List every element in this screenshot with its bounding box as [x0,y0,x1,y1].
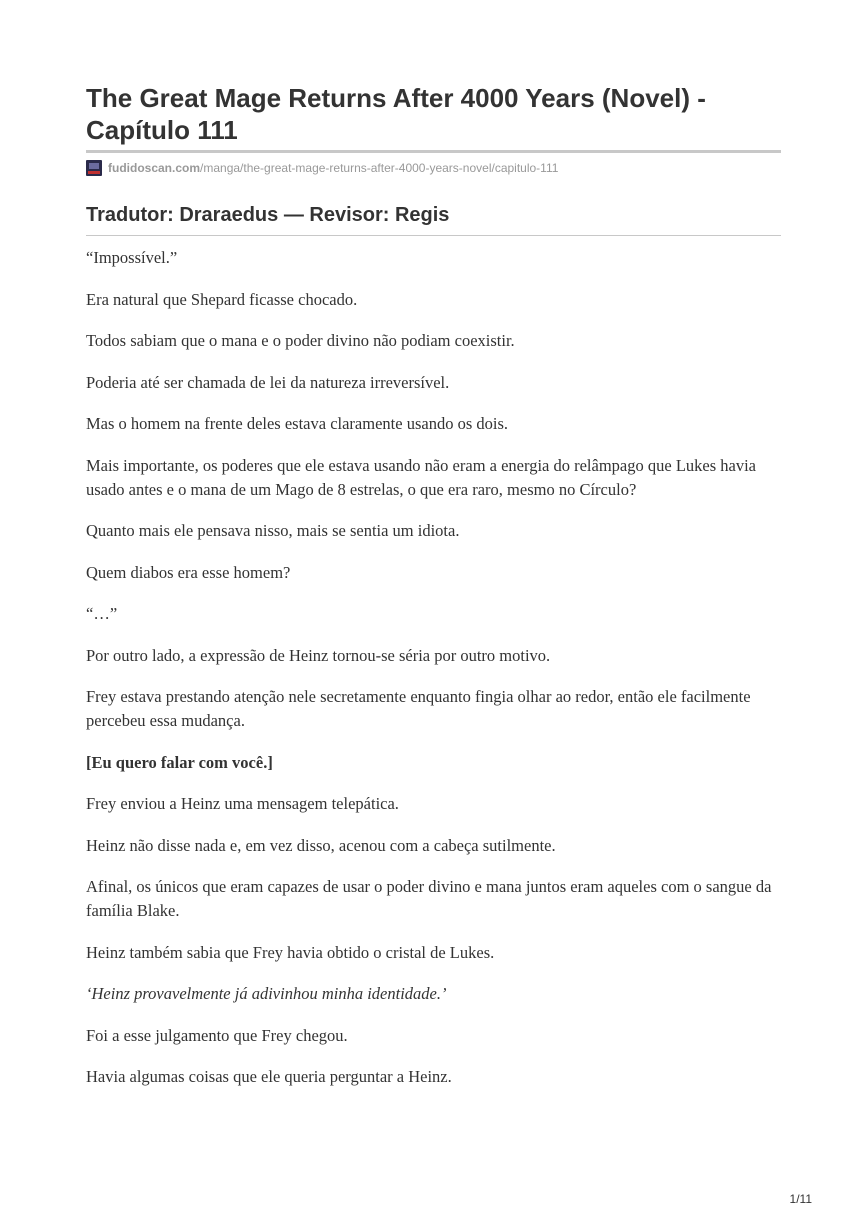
site-favicon-icon [86,160,102,176]
title-divider [86,150,781,153]
paragraph: Quanto mais ele pensava nisso, mais se sentia um idiota. [86,521,460,540]
chapter-body [86,246,786,1107]
paragraph: Heinz não disse nada e, em vez disso, acenou com a cabeça sutilmente. [86,835,556,855]
paragraph: Era natural que Shepard ficasse chocado. [86,289,358,309]
paragraph: Poderia até ser chamada de lei da natureza irreversível. [86,372,450,392]
paragraph: Por outro lado, a expressão de Heinz tornou-se séria por outro motivo. [86,645,551,665]
source-path: /manga/the-great-mage-returns-after-4000-years-novel/capitulo-111 [200,161,559,175]
paragraph: “Impossível.” [86,248,178,267]
paragraph: Havia algumas coisas que ele queria perguntar a Heinz. [86,1067,452,1086]
paragraph: Foi a esse julgamento que Frey chegou. [86,1025,348,1045]
translator-credits: Tradutor: Draraedus — Revisor: Regis [86,204,450,226]
paragraph: Mas o homem na frente deles estava claramente usando os dois. [86,414,508,433]
paragraph: Frey enviou a Heinz uma mensagem telepática. [86,794,399,813]
paragraph: Quem diabos era esse homem? [86,562,291,582]
subtitle-divider [86,235,781,236]
paragraph: Afinal, os únicos que eram capazes de usar o poder divino e mana juntos eram aqueles com o sangue da família Blake. [86,877,772,920]
paragraph: Todos sabiam que o mana e o poder divino não podiam coexistir. [86,331,515,350]
paragraph: Mais importante, os poderes que ele estava usando não eram a energia do relâmpago que Lukes havia usado antes e o mana de um Mago de 8 estrelas, o que era raro, mesmo no Círculo? [86,455,756,499]
source-url[interactable] [86,160,558,176]
page-title: The Great Mage Returns After 4000 Years (Novel) - Capítulo 111 [86,83,706,145]
inner-thought: ‘Heinz provavelmente já adivinhou minha identidade.’ [86,984,447,1003]
source-domain: fudidoscan.com [108,161,201,175]
paragraph: “…” [86,604,118,623]
paragraph: Frey estava prestando atenção nele secretamente enquanto fingia olhar ao redor, então ele facilmente percebeu essa mudança. [86,687,751,730]
paragraph: Heinz também sabia que Frey havia obtido o cristal de Lukes. [86,942,495,962]
page-number: 1/11 [789,1192,812,1206]
telepathic-message: [Eu quero falar com você.] [86,752,273,772]
